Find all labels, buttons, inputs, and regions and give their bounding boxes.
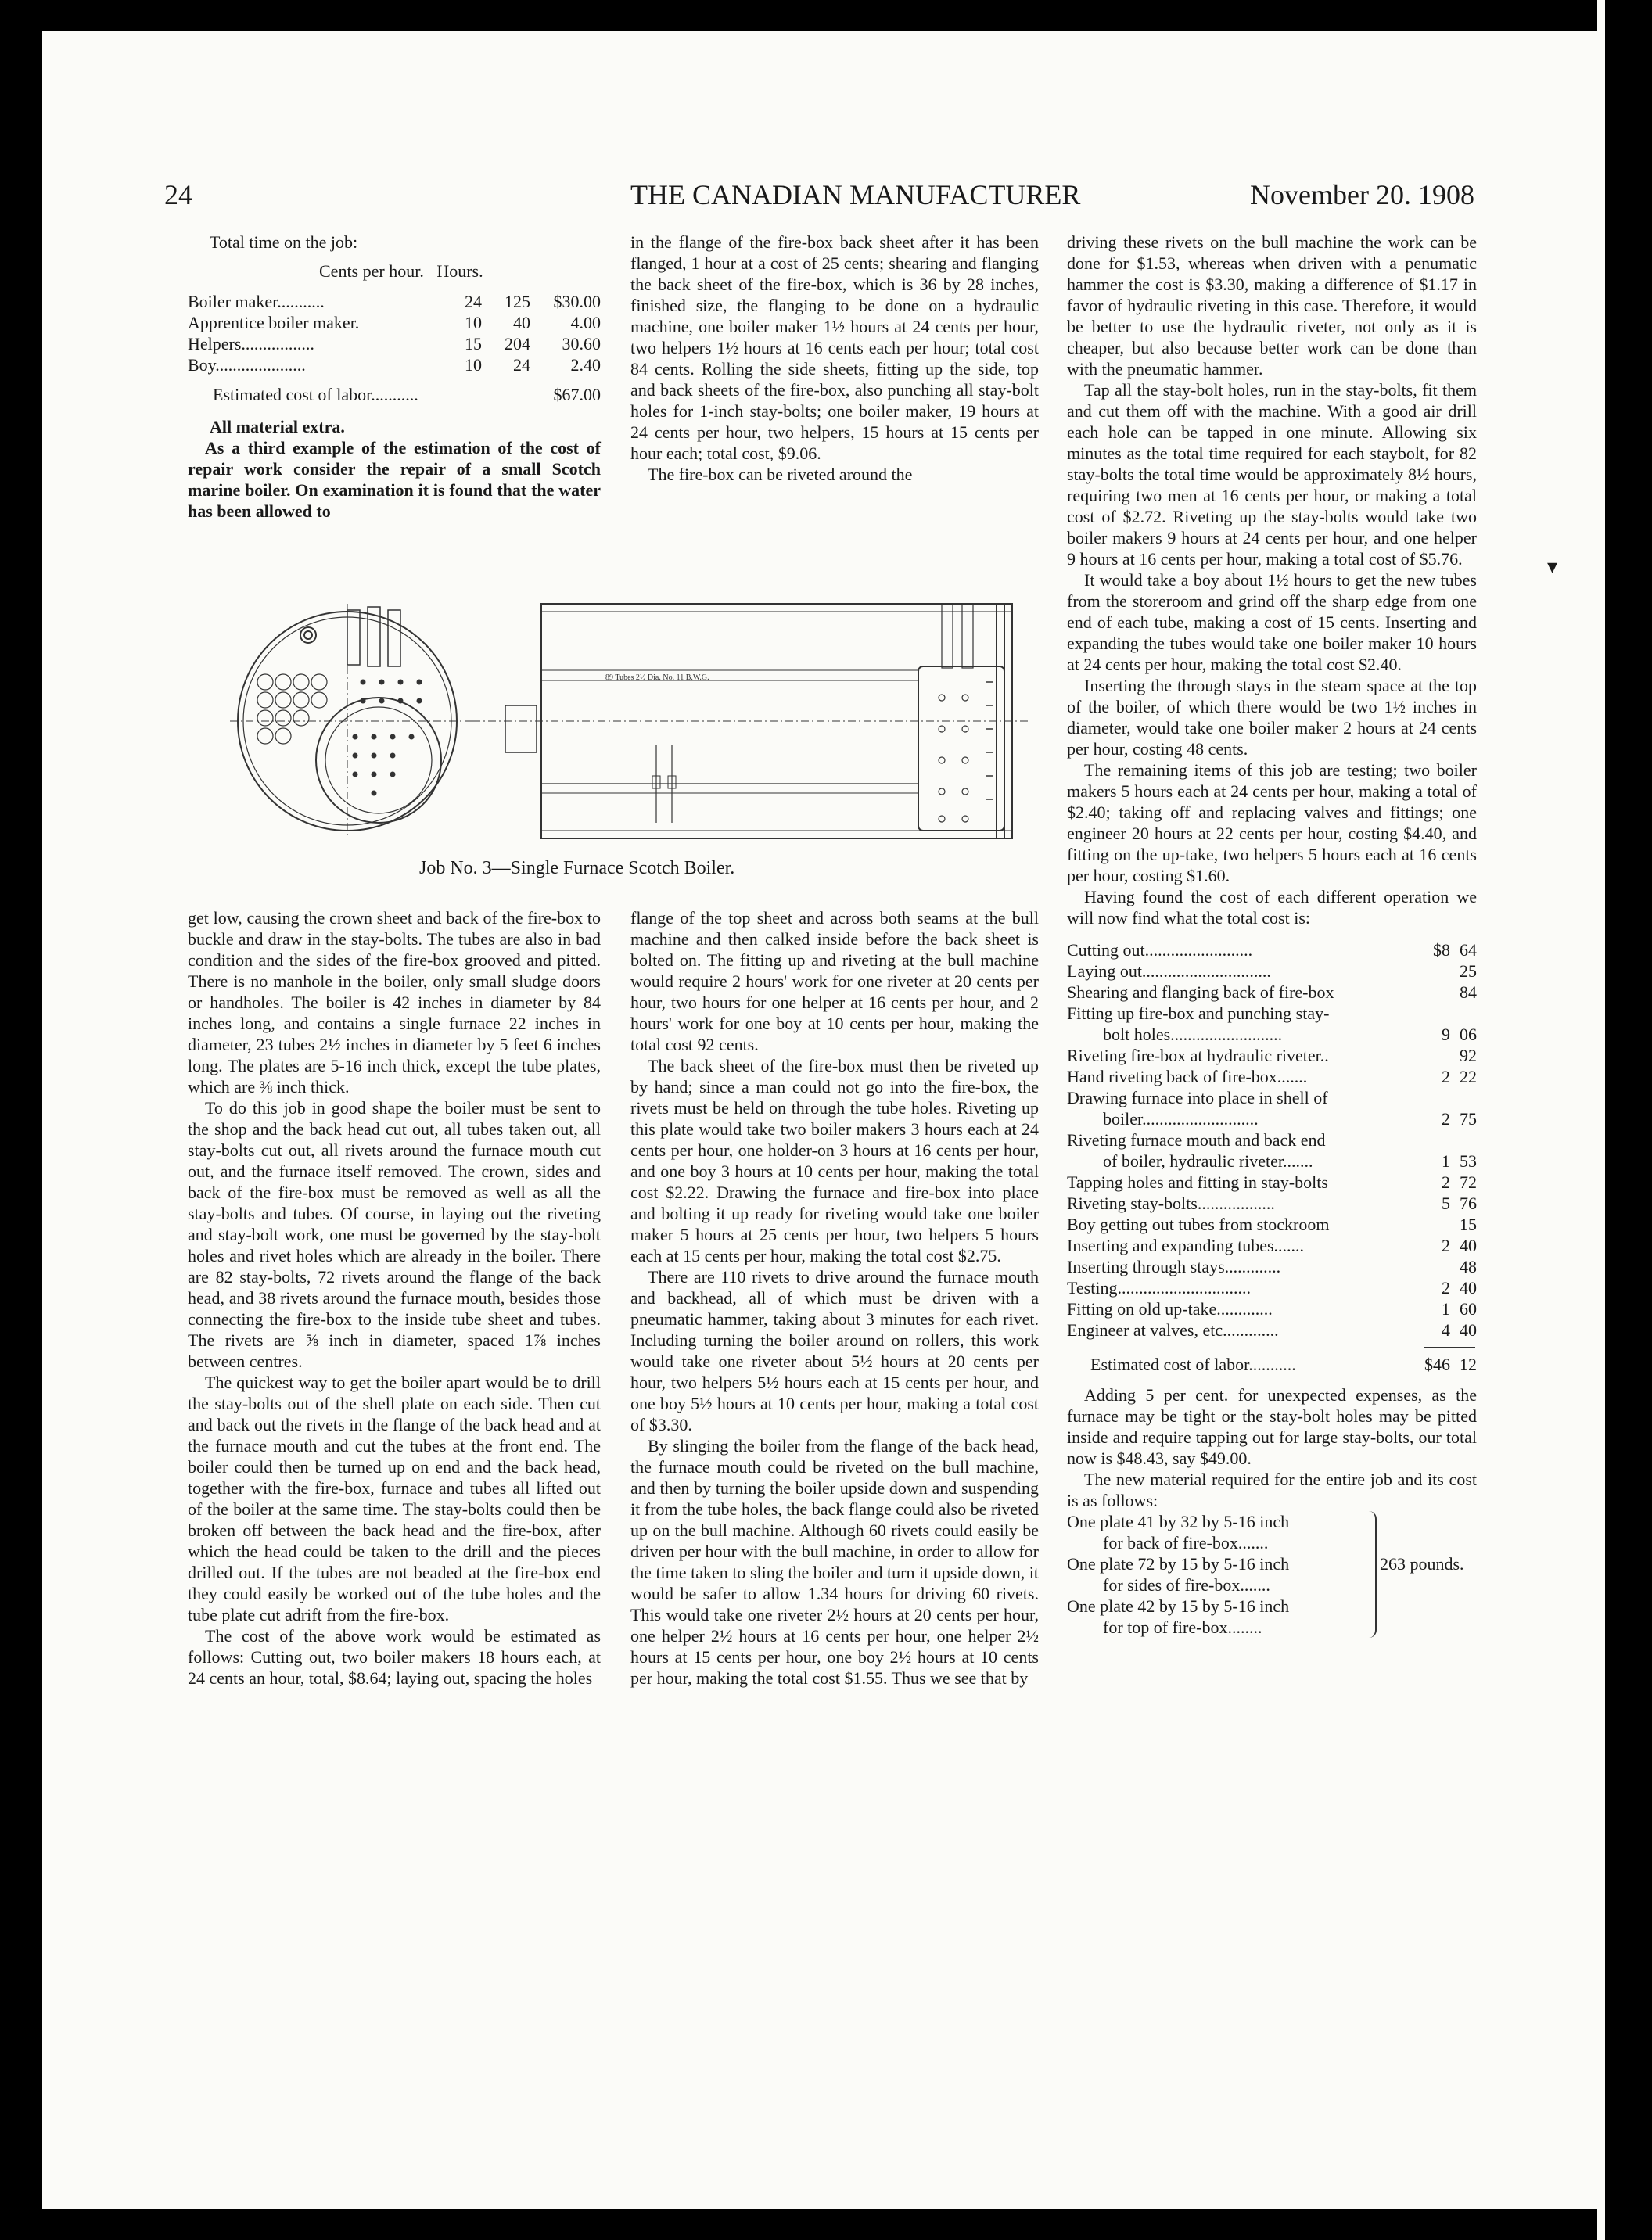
material-line: One plate 41 by 32 by 5-16 inch xyxy=(1067,1512,1290,1531)
page-number: 24 xyxy=(164,179,192,210)
row-dollars: 2 xyxy=(1442,1236,1450,1255)
row-label: bolt holes.......................... xyxy=(1103,1025,1283,1044)
table-row xyxy=(1067,1108,1477,1129)
table-row xyxy=(1067,1129,1477,1151)
row-cents xyxy=(1450,1129,1477,1151)
table-row xyxy=(1067,1024,1477,1045)
paragraph: The remaining items of this job are testing; two boiler makers 5 hours each at 24 cents per hour, making a total of $2.40; taking off and replacing valves and fittings; one engineer 20 hours at 22 cents per hour, costing $4.40, and fitting on the up-take, two helpers 5 hours each at 16 cents per hour, costing $1.60. xyxy=(1067,760,1477,885)
journal-title: THE CANADIAN MANUFACTURER xyxy=(630,179,1081,210)
paragraph: flange of the top sheet and across both seams at the bull machine and then calked inside before the back sheet is bolted on. The fitting up and riveting at the bull machine would require 2 hours' work for one riveter at 20 cents per hour, two hours for one helper at 16 cents per hour, and 2 hours' work for one boy at 10 cents per hour, making the total cost 92 cents. xyxy=(630,908,1039,1054)
row-rate: 24 xyxy=(465,292,482,311)
paragraph: Having found the cost of each different operation we will now find what the total cost is: xyxy=(1067,887,1477,928)
furnace-outline xyxy=(316,698,441,823)
paragraph: The new material required for the entire job and its cost is as follows: xyxy=(1067,1470,1477,1510)
table-row xyxy=(1067,1214,1477,1235)
row-cents: 15 xyxy=(1460,1215,1477,1234)
table-row xyxy=(1067,1066,1477,1087)
sum-rule xyxy=(1424,1347,1475,1348)
row-cents: 53 xyxy=(1460,1151,1477,1171)
row-dollars xyxy=(1419,982,1450,1003)
row-label: Hand riveting back of fire-box....... xyxy=(1067,1067,1308,1086)
row-cents: 72 xyxy=(1460,1172,1477,1192)
paragraph: Tap all the stay-bolt holes, run in the stay-bolts, fit them and cut them off with the machine. With a good air drill each hole can be tapped in one minute. Allowing six minutes as the total time required for each staybolt, for 82 stay-bolts the total time would be approximately 8½ hours, requiring two men at 16 cents per hour, or making a total cost of $2.72. Riveting up the stay-bolts would take two boiler makers 9 hours at 24 cents per hour, and one helper 9 hours at 16 cents per hour, making a total cost of $5.76. xyxy=(1067,380,1477,569)
paragraph: get low, causing the crown sheet and back of the fire-box to buckle and draw in the stay-bolts. The tubes are also in bad condition and the sides of the fire-box grooved and pitted. There is no manhole in the boiler, only small sludge doors or handholes. The boiler is 42 inches in diameter by 84 inches long, and contains a single furnace 22 inches in diameter, 23 tubes 2½ inches in diameter by 5 feet 6 inches long. The plates are 5-16 inch thick, except the tube plates, which are ⅜ inch thick. xyxy=(188,908,601,1097)
section-heading: Total time on the job: xyxy=(210,232,358,252)
cost-table xyxy=(1067,939,1477,1341)
row-label: Apprentice boiler maker. xyxy=(188,313,360,332)
fire-box xyxy=(918,666,1004,831)
paragraph: The quickest way to get the boiler apart would be to drill the stay-bolts out of the shell plate on each side. Then cut and back out the rivets in the flange of the back head and at the furnace mouth and cut the tubes at the front end. The boiler could then be turned up on end and the back head, together with the fire-box, furnace and tubes all lifted out of the boiler at the same time. The stay-bolts could then be broken off between the back head and the fire-box, after which the head could be taken to the drill and the pieces drilled out. If the tubes are not beaded at the fire-box end they could easily be worked out of the tube holes and the tube plate cut adrift from the fire-box. xyxy=(188,1373,601,1624)
row-cents: 84 xyxy=(1460,982,1477,1002)
paragraph: It would take a boy about 1½ hours to get the new tubes from the storeroom and grind off the sharp edge from one end of each tube, making a cost of 15 cents. Inserting and expanding the tubes would take one boiler maker 10 hours at 24 cents per hour, making the total cost $2.40. xyxy=(1067,570,1477,674)
tube-dimension-label: 89 Tubes 2½ Dia. No. 11 B.W.G. xyxy=(605,673,709,682)
column-2-top xyxy=(630,232,1039,485)
material-purpose: for top of fire-box........ xyxy=(1103,1617,1262,1637)
materials-list xyxy=(1067,1511,1477,1638)
row-rate: 10 xyxy=(465,355,482,375)
row-dollars xyxy=(1419,1045,1450,1066)
row-dollars xyxy=(1419,1256,1450,1277)
total-value: $67.00 xyxy=(553,385,601,404)
rate-header: Cents per hour. xyxy=(319,261,424,281)
paragraph: The back sheet of the fire-box must then be riveted up by hand; since a man could not go into the fire-box, the rivets must be held on through the tube holes. Riveting up this plate would take two boiler makers 3 hours each at 24 cents per hour, one holder-on 3 hours at 16 cents per hour, and one boy 3 hours at 10 cents per hour, making the total cost $2.22. Drawing the furnace and fire-box into place and bolting it up ready for riveting would take one boiler maker 5 hours at 25 cents per hour, two helpers 5 hours each at 15 cents per hour, making the total cost $2.75. xyxy=(630,1056,1039,1265)
cost-total xyxy=(1067,1354,1477,1375)
materials-total: 263 pounds. xyxy=(1380,1554,1464,1574)
row-label: Riveting furnace mouth and back end xyxy=(1067,1130,1326,1150)
paragraph: in the flange of the fire-box back sheet after it has been flanged, 1 hour at a cost of 25 cents; shearing and flanging the back sheet of the fire-box, which is 36 by 28 inches, finished size, the flanging to be done on a hydraulic machine, one boiler maker 1½ hours at 24 cents per hour, two helpers 1½ hours at 16 cents each per hour; total cost 84 cents. Rolling the side sheets, fitting up the side, top and back sheets of the fire-box, also punching all stay-bolt holes for 1-inch stay-bolts; one boiler maker, 19 hours at 24 cents per hour, two helpers, 15 hours at 15 cents per hour each; total cost, $9.06. xyxy=(630,232,1039,463)
boiler-diagram xyxy=(230,588,1028,870)
row-dollars: 1 xyxy=(1442,1299,1450,1319)
row-label: Cutting out......................... xyxy=(1067,940,1253,960)
table-row xyxy=(1067,1003,1477,1024)
row-dollars xyxy=(1419,1214,1450,1235)
paragraph: There are 110 rivets to drive around the furnace mouth and backhead, all of which must be driven with a pneumatic hammer, taking about 3 minutes for each rivet. Including turning the boiler around on rollers, this work would take one riveter about 5½ hours at 20 cents per hour, two helpers 5½ hours each at 15 cents per hour, and one boy 5½ hours at 10 cents per hour, making a total cost of $3.30. xyxy=(630,1267,1039,1434)
total-label: Estimated cost of labor........... xyxy=(1090,1355,1296,1374)
row-dollars: 1 xyxy=(1442,1151,1450,1171)
material-purpose: for sides of fire-box....... xyxy=(1103,1575,1270,1595)
material-note: All material extra. xyxy=(210,417,345,436)
row-cents: 75 xyxy=(1460,1109,1477,1129)
table-row xyxy=(1067,1277,1477,1298)
row-label: Laying out.............................. xyxy=(1067,961,1271,981)
column-1-top xyxy=(188,232,601,522)
labor-table xyxy=(188,291,601,375)
row-cents xyxy=(1450,1003,1477,1024)
table-row xyxy=(1067,1193,1477,1214)
row-dollars: 2 xyxy=(1442,1109,1450,1129)
row-cents: 60 xyxy=(1460,1299,1477,1319)
row-cents: 22 xyxy=(1460,1067,1477,1086)
row-cents: 25 xyxy=(1460,961,1477,981)
row-dollars: 2 xyxy=(1442,1067,1450,1086)
table-row xyxy=(1067,1298,1477,1319)
row-label: Riveting stay-bolts.................. xyxy=(1067,1194,1275,1213)
column-2-bottom xyxy=(630,907,1039,1689)
row-hours: 40 xyxy=(513,313,530,332)
row-dollars: 2 xyxy=(1442,1278,1450,1298)
row-cost: 4.00 xyxy=(570,313,601,332)
table-row xyxy=(1067,939,1477,960)
page-header xyxy=(164,178,1478,213)
table-row xyxy=(188,333,601,354)
paragraph: To do this job in good shape the boiler must be sent to the shop and the back head cut out, all tubes taken out, all stay-bolts cut out, all rivets around the furnace mouth cut out, and the furnace itself removed. The crown, sides and back of the fire-box must be removed as well as all the stay-bolts and tubes. Of course, in laying out the riveting and stay-bolt work, one must be governed by the stay-bolt holes and rivet holes which are already in the boiler. There are 82 stay-bolts, 72 rivets around the flange of the back head, and 38 rivets around the furnace mouth, besides those connecting the fire-box to the inside tube sheet and tubes. The rivets are ⅝ inch in diameter, spaced 1⅞ inches between centres. xyxy=(188,1098,601,1371)
row-hours: 24 xyxy=(513,355,530,375)
row-dollars: $8 xyxy=(1433,940,1450,960)
row-cents: 40 xyxy=(1460,1320,1477,1340)
row-dollars xyxy=(1419,960,1450,982)
row-label: Inserting through stays............. xyxy=(1067,1257,1281,1276)
row-label: Testing............................... xyxy=(1067,1278,1251,1298)
paragraph: By slinging the boiler from the flange of the back head, the furnace mouth could be riveted on the bull machine, and then by turning the boiler upside down and suspending it from the tube holes, the back flange could also be riveted up on the bull machine. Although 60 rivets could easily be driven per hour with the bull machine, in order to allow for the time taken to sling the boiler and turn it upside down, it would be safer to allow 1.34 hours for driving 60 rivets. This would take one riveter 2½ hours at 20 cents per hour, one helper 2½ hours at 16 cents per hour, one helper 2½ hours at 15 cents per hour, one boy 2½ hours at 10 cents per hour, making the total cost $1.55. Thus we see that by xyxy=(630,1436,1039,1688)
column-1-bottom xyxy=(188,907,601,1689)
margin-mark: ▾ xyxy=(1547,555,1558,578)
row-rate: 10 xyxy=(465,313,482,332)
issue-date: November 20. 1908 xyxy=(1250,179,1474,210)
table-row xyxy=(1067,1045,1477,1066)
row-cents: 40 xyxy=(1460,1278,1477,1298)
row-dollars xyxy=(1419,1087,1450,1108)
table-header xyxy=(188,260,601,282)
boiler-drawing xyxy=(230,588,1028,870)
table-row xyxy=(188,354,601,375)
table-row xyxy=(1067,960,1477,982)
row-cost: 2.40 xyxy=(570,355,601,375)
total-cents: 12 xyxy=(1460,1355,1477,1374)
paragraph: driving these rivets on the bull machine the work can be done for $1.53, whereas when driven with a penumatic hammer the cost is $3.30, making a difference of $1.17 in favor of hydraulic riveting in this case. Therefore, it would be better to use the hydraulic riveter, not only as it is cheaper, but also because better work can be done than with the pneumatic hammer. xyxy=(1067,232,1477,379)
paragraph: The cost of the above work would be estimated as follows: Cutting out, two boiler makers 18 hours each, at 24 cents an hour, total, $8.64; laying out, spacing the holes xyxy=(188,1626,601,1688)
row-cost: $30.00 xyxy=(553,292,601,311)
figure-caption: Job No. 3—Single Furnace Scotch Boiler. xyxy=(419,858,735,878)
row-cost: 30.60 xyxy=(562,334,601,354)
row-hours: 125 xyxy=(505,292,530,311)
material-purpose: for back of fire-box....... xyxy=(1103,1533,1269,1553)
row-cents: 40 xyxy=(1460,1236,1477,1255)
table-row xyxy=(1067,1172,1477,1193)
column-3 xyxy=(1067,232,1477,1638)
table-row xyxy=(188,312,601,333)
paragraph: Adding 5 per cent. for unexpected expenses, as the furnace may be tight or the stay-bolt holes may be pitted inside and require tapping out for large stay-bolts, our total now is $48.43, say $49.00. xyxy=(1067,1385,1477,1468)
row-dollars xyxy=(1419,1003,1450,1024)
row-label: Tapping holes and fitting in stay-bolts xyxy=(1067,1172,1328,1192)
total-label: Estimated cost of labor........... xyxy=(213,385,418,404)
row-dollars: 2 xyxy=(1442,1172,1450,1192)
row-cents: 64 xyxy=(1460,940,1477,960)
row-dollars: 4 xyxy=(1442,1320,1450,1340)
row-cents: 06 xyxy=(1460,1025,1477,1044)
paragraph: Inserting the through stays in the steam space at the top of the boiler, of which there would be two 1½ inches in diameter, would take one boiler maker 2 hours at 24 cents per hour, costing 48 cents. xyxy=(1067,676,1477,759)
row-cents: 76 xyxy=(1460,1194,1477,1213)
labor-total xyxy=(188,384,601,405)
row-label: boiler........................... xyxy=(1103,1109,1259,1129)
total-dollars: $46 xyxy=(1424,1355,1450,1374)
brace xyxy=(1364,1511,1377,1638)
paragraph: As a third example of the estimation of the cost of repair work consider the repair of a small Scotch marine boiler. On examination it is found that the water has been allowed to xyxy=(188,438,601,521)
row-label: Boiler maker........... xyxy=(188,292,325,311)
row-label: of boiler, hydraulic riveter....... xyxy=(1103,1151,1313,1171)
material-line: One plate 72 by 15 by 5-16 inch xyxy=(1067,1554,1290,1574)
row-cents: 92 xyxy=(1460,1046,1477,1065)
table-row xyxy=(1067,982,1477,1003)
row-label: Shearing and flanging back of fire-box xyxy=(1067,982,1334,1002)
table-row xyxy=(1067,1319,1477,1341)
row-hours: 204 xyxy=(505,334,530,354)
row-rate: 15 xyxy=(465,334,482,354)
row-label: Boy..................... xyxy=(188,355,306,375)
row-label: Fitting on old up-take............. xyxy=(1067,1299,1273,1319)
row-dollars xyxy=(1419,1129,1450,1151)
row-label: Boy getting out tubes from stockroom xyxy=(1067,1215,1330,1234)
row-cents: 48 xyxy=(1460,1257,1477,1276)
page-edge xyxy=(1597,0,1605,2240)
table-row xyxy=(1067,1151,1477,1172)
paragraph: The fire-box can be riveted around the xyxy=(648,465,913,484)
row-label: Helpers................. xyxy=(188,334,314,354)
row-label: Engineer at valves, etc............. xyxy=(1067,1320,1279,1340)
row-label: Fitting up fire-box and punching stay- xyxy=(1067,1003,1330,1023)
row-label: Riveting fire-box at hydraulic riveter.. xyxy=(1067,1046,1329,1065)
table-row xyxy=(1067,1087,1477,1108)
row-label: Drawing furnace into place in shell of xyxy=(1067,1088,1328,1107)
hours-header: Hours. xyxy=(436,261,483,281)
row-dollars: 5 xyxy=(1442,1194,1450,1213)
table-row xyxy=(1067,1256,1477,1277)
table-row xyxy=(188,291,601,312)
row-cents xyxy=(1450,1087,1477,1108)
row-dollars: 9 xyxy=(1442,1025,1450,1044)
row-label: Inserting and expanding tubes....... xyxy=(1067,1236,1305,1255)
table-row xyxy=(1067,1235,1477,1256)
material-line: One plate 42 by 15 by 5-16 inch xyxy=(1067,1596,1290,1616)
